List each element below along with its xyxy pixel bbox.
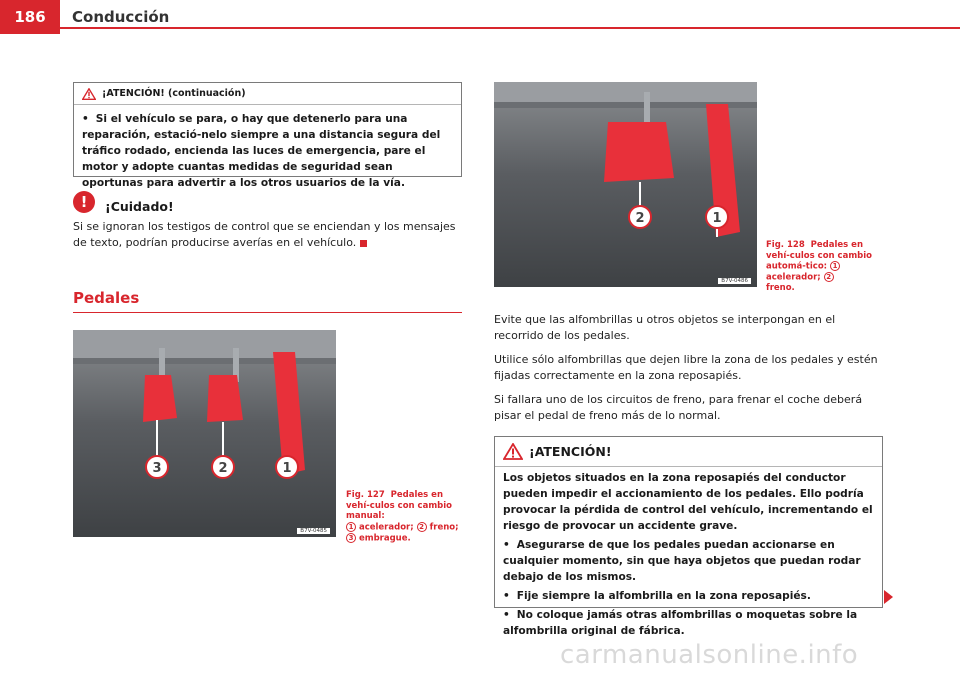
caution-exclamation-icon: ! <box>73 191 95 213</box>
warning-title: ¡ATENCIÓN! <box>529 444 612 459</box>
figure-128-label: Fig. 128 <box>766 240 805 250</box>
warning-box <box>494 436 883 637</box>
figure-128-caption <box>766 240 886 294</box>
warning-bullet-2: • Fije siempre la alfombrilla en la zona reposapiés. <box>503 588 874 604</box>
figure-128-callout-2: 2 <box>635 211 645 226</box>
caution-text: Si se ignoran los testigos de control que se enciendan y los mensajes de texto, podrían producirse averías en el vehículo. <box>73 220 456 249</box>
warning-continued-bullet: • Si el vehículo se para, o hay que detenerlo para una reparación, estació-nelo siempre a una distancia segura del tráfico rodado, encienda las luces de emergencia, pare el motor y adopte cuantas medidas de seguridad sean oportunas para advertir a los otros usuarios de la vía. <box>82 111 453 191</box>
chapter-title: Conducción <box>72 8 170 26</box>
figure-128-image <box>494 82 757 287</box>
warning-triangle-icon <box>82 88 96 100</box>
warning-header <box>495 437 882 467</box>
figure-127-caption <box>346 490 466 544</box>
caption-127-item-1: acelerador; <box>358 522 414 532</box>
caption-128-num-1: 1 <box>830 261 840 271</box>
caption-127-item-2: freno; <box>429 522 459 532</box>
section-title: Pedales <box>73 289 140 307</box>
caption-128-num-2: 2 <box>824 272 834 282</box>
manual-pedals-illustration <box>73 330 336 537</box>
caption-127-item-3: embrague. <box>358 533 411 543</box>
body-text <box>494 312 884 432</box>
caution-title: ¡Cuidado! <box>105 199 174 214</box>
body-paragraph-2: Utilice sólo alfombrillas que dejen libre la zona de los pedales y estén fijadas correctamente en la zona reposapiés. <box>494 353 878 382</box>
figure-127-callout-1: 1 <box>282 461 292 476</box>
header-rule <box>60 27 960 29</box>
automatic-pedals-illustration <box>494 82 757 287</box>
figure-127-caption-text: Pedales en vehí-culos con cambio manual: <box>346 490 453 521</box>
next-page-arrow-icon <box>884 590 893 604</box>
page-number: 186 <box>0 0 60 34</box>
caption-127-num-3: 3 <box>346 533 356 543</box>
caption-127-num-2: 2 <box>417 522 427 532</box>
caption-127-num-1: 1 <box>346 522 356 532</box>
figure-127-label: Fig. 127 <box>346 490 385 500</box>
figure-127-image <box>73 330 336 537</box>
body-paragraph-3: Si fallara uno de los circuitos de freno, para frenar el coche deberá pisar el pedal de freno más de lo normal. <box>494 393 863 422</box>
figure-128-code: B7V-0486 <box>718 278 751 284</box>
warning-triangle-icon <box>503 443 523 460</box>
warning-continued-box <box>73 82 462 189</box>
caption-128-item-2: freno. <box>766 283 795 293</box>
figure-127-callout-2: 2 <box>218 461 228 476</box>
caution-block <box>73 189 462 251</box>
body-paragraph-1: Evite que las alfombrillas u otros objetos se interpongan en el recorrido de los pedales. <box>494 313 836 342</box>
end-of-section-mark <box>360 240 367 247</box>
warning-bullet-1: • Asegurarse de que los pedales puedan accionarse en cualquier momento, sin que haya objetos que puedan rodar debajo de los mismos. <box>503 537 874 585</box>
warning-bullet-3: • No coloque jamás otras alfombrillas o moquetas sobre la alfombrilla original de fábrica. <box>503 607 874 639</box>
figure-128-caption-text: Pedales en vehí-culos con cambio automá-tico: <box>766 240 873 272</box>
warning-continued-title: ¡ATENCIÓN! (continuación) <box>102 88 246 99</box>
figure-127-callout-3: 3 <box>152 461 162 476</box>
section-rule <box>73 312 462 313</box>
caption-128-item-1: acelerador; <box>766 272 821 283</box>
warning-continued-header <box>74 83 461 105</box>
watermark: carmanualsonline.info <box>560 640 859 670</box>
warning-intro: Los objetos situados en la zona reposapiés del conductor pueden impedir el accionamiento de los pedales. Ello podría provocar la pérdida de control del vehículo, incrementando el riesgo de provocar un accidente grave. <box>503 472 873 532</box>
figure-127-code: B7V-0485 <box>297 528 330 534</box>
figure-128-callout-1: 1 <box>712 211 722 226</box>
